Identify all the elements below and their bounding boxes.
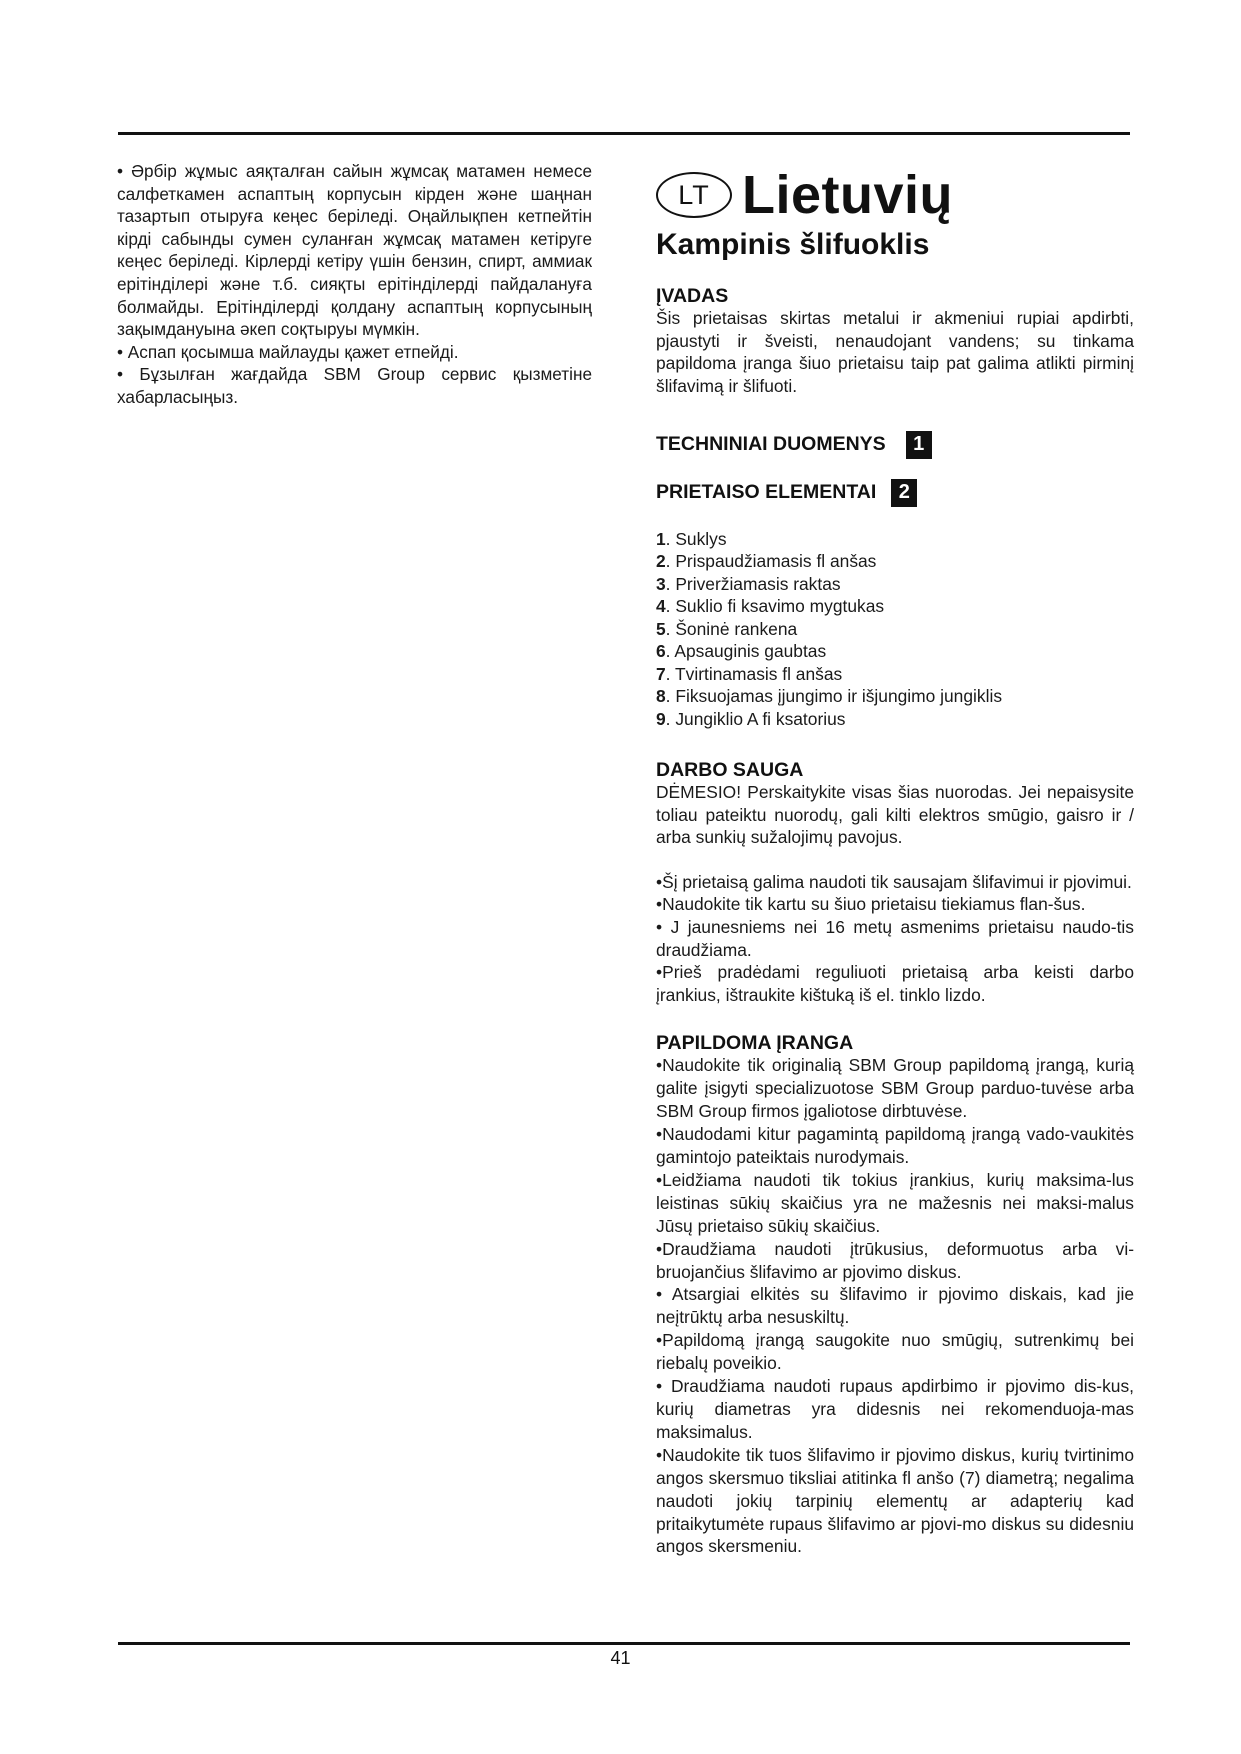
- document-title: Kampinis šlifuoklis: [656, 228, 930, 261]
- figure-ref-badge: 1: [906, 431, 932, 459]
- accessories-list: [656, 1054, 1134, 1558]
- tech-data-heading-label: TECHNINIAI DUOMENYS: [656, 433, 886, 456]
- language-badge: LT: [656, 172, 732, 218]
- elements-heading: [656, 478, 1134, 508]
- intro-text: Šis prietaisas skirtas metalui ir akmeniui rupiai apdirbti, pjaustyti ir šveisti, nenaudojant vandens; su tinkama papildoma įranga šiuo prietaisu taip pat galima atlikti pirminį šlifavimą ir šlifuoti.: [656, 308, 1134, 396]
- language-title: Lietuvių: [742, 164, 954, 225]
- left-paragraph: • Бұзылған жағдайда SBM Group сервис қызметіне хабарласыңыз.: [117, 364, 592, 407]
- figure-ref-badge: 2: [891, 479, 917, 507]
- accessory-item: • Draudžiama naudoti rupaus apdirbimo ir pjovimo dis-kus, kurių diametras yra didesnis nei rekomenduoja-mas maksimalus.: [656, 1376, 1134, 1442]
- list-item: 7. Tvirtinamasis fl anšas: [656, 663, 843, 684]
- accessory-item: • Atsargiai elkitės su šlifavimo ir pjovimo diskais, kad jie neįtrūktų arba nesuskiltų.: [656, 1284, 1134, 1328]
- list-item: 4. Suklio fi ksavimo mygtukas: [656, 596, 885, 617]
- language-header: [656, 162, 1134, 228]
- accessory-item: •Naudokite tik originalią SBM Group papildomą įrangą, kurią galite įsigyti specializuotose SBM Group parduo-tuvėse arba SBM Group firmos įgaliotose dirbtuvėse.: [656, 1055, 1134, 1122]
- accessory-item: •Papildomą įrangą saugokite nuo smūgių, sutrenkimų bei riebalų poveikio.: [656, 1330, 1134, 1374]
- list-item: 8. Fiksuojamas įjungimo ir išjungimo jungiklis: [656, 686, 1003, 707]
- list-item: 6. Apsauginis gaubtas: [656, 641, 827, 662]
- list-item: 5. Šoninė rankena: [656, 618, 798, 639]
- bottom-rule: [118, 1642, 1130, 1645]
- left-paragraph: • Аспап қосымша майлауды қажет етпейді.: [117, 341, 459, 362]
- accessory-item: •Leidžiama naudoti tik tokius įrankius, kurių maksima-lus leistinas sūkių skaičius yra ne mažesnis nei maksi-malus Jūsų prietaiso sūkių skaičius.: [656, 1169, 1134, 1236]
- list-item: 3. Priveržiamasis raktas: [656, 573, 841, 594]
- safety-item: •Šį prietaisą galima naudoti tik sausajam šlifavimui ir pjovimui.: [656, 871, 1132, 892]
- accessory-item: •Naudokite tik tuos šlifavimo ir pjovimo diskus, kurių tvirtinimo angos skersmuo tiksliai atitinka fl anšo (7) diametrą; negalima naudoti jokių tarpinių elementų ar adapterių kad pritaikytumėte rupaus šlifavimo ar pjovi-mo diskus su didesniu angos skersmeniu.: [656, 1444, 1134, 1557]
- accessories-heading: PAPILDOMA ĮRANGA: [656, 1032, 854, 1055]
- elements-heading-label: PRIETAISO ELEMENTAI: [656, 481, 877, 504]
- accessory-item: •Draudžiama naudoti įtrūkusius, deformuotus arba vi-bruojančius šlifavimo ar pjovimo diskus.: [656, 1238, 1134, 1282]
- accessory-item: •Naudodami kitur pagamintą papildomą įrangą vado-vaukitės gamintojo pateiktais nurodymais.: [656, 1124, 1134, 1168]
- safety-item: • J jaunesniems nei 16 metų asmenims prietaisu naudo-tis draudžiama.: [656, 917, 1134, 960]
- safety-heading: DARBO SAUGA: [656, 759, 804, 782]
- list-item: 2. Prispaudžiamasis fl anšas: [656, 551, 877, 572]
- list-item: 9. Jungiklio A fi ksatorius: [656, 708, 846, 729]
- list-item: 1. Suklys: [656, 528, 727, 549]
- parts-list: [656, 528, 1134, 731]
- left-column: [117, 160, 592, 409]
- page-number: 41: [610, 1648, 631, 1668]
- right-column: [656, 160, 1134, 1558]
- safety-warning: DĖMESIO! Perskaitykite visas šias nuorodas. Jei nepaisysite toliau pateiktu nuorodų, gali kilti elektros smūgio, gaisro ir / arba sunkių sužalojimų pavojus.: [656, 782, 1134, 848]
- intro-heading: ĮVADAS: [656, 284, 729, 307]
- safety-item: •Naudokite tik kartu su šiuo prietaisu tiekiamus flan-šus.: [656, 894, 1086, 915]
- tech-data-heading: [656, 430, 1134, 460]
- left-paragraph: • Әрбір жұмыс аяқталған сайын жұмсақ матамен немесе салфеткамен аспаптың корпусын кірден және шаңнан тазартып отыруға кеңес беріледі. Оңайлықпен кетпейтін кірді сабынды сумен суланған жұмсақ матамен кетіруге кеңес беріледі. Кірлерді кетіру үшін бензин, спирт, аммиак ерітінділері және т.б. сияқты ерітінділерді пайдалануға болмайды. Ерітінділерді қолдану аспаптың корпусының зақымдануына әкеп соқтыруы мүмкін.: [117, 161, 592, 340]
- safety-item: •Prieš pradėdami reguliuoti prietaisą arba keisti darbo įrankius, ištraukite kištuką iš el. tinklo lizdo.: [656, 962, 1134, 1005]
- top-rule: [118, 132, 1130, 135]
